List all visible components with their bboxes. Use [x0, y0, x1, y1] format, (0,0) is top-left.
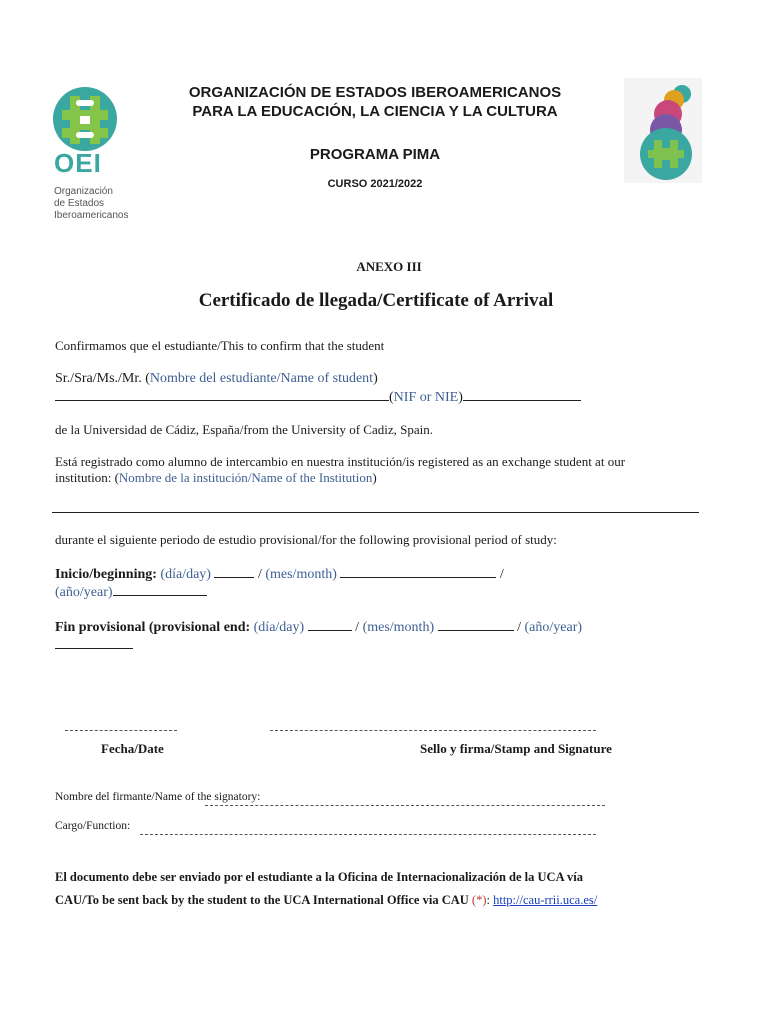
nif-line [55, 388, 581, 406]
registered-line1: Está registrado como alumno de intercambio en nuestra institución/is registered as an exchange student at our [55, 454, 626, 469]
nif-placeholder: NIF or NIE [393, 390, 459, 405]
confirm-text: Confirmamos que el estudiante/This to confirm that the student [55, 338, 385, 353]
registered-suffix: ) [372, 470, 377, 485]
cau-link[interactable]: http://cau-rrii.uca.es/ [493, 893, 598, 907]
end-label: Fin provisional (provisional end: [55, 620, 251, 635]
nif-blank[interactable] [463, 388, 581, 401]
stamp-label: Sello y firma/Stamp and Signature [420, 741, 612, 756]
start-month-placeholder: (mes/month) [265, 567, 337, 582]
start-sep1: / [257, 567, 262, 582]
date-signature-line[interactable] [65, 730, 177, 731]
institution-blank-line[interactable] [52, 512, 699, 513]
program-title: PROGRAMA PIMA [309, 146, 441, 163]
institution-placeholder: Nombre de la institución/Name of the Institution [118, 470, 373, 485]
end-day-blank[interactable] [308, 618, 352, 631]
signer-name-line[interactable] [205, 805, 605, 806]
start-month-blank[interactable] [340, 565, 496, 578]
function-label: Cargo/Function: [55, 820, 131, 832]
footer-colon: : [486, 893, 494, 907]
end-date-line [55, 618, 582, 636]
end-sep1: / [355, 620, 360, 635]
start-year-placeholder: (año/year) [55, 585, 113, 600]
registered-prefix: institution: ( [55, 470, 119, 485]
end-year-placeholder: (año/year) [524, 620, 583, 635]
footer-line2-text: CAU/To be sent back by the student to the UCA International Office via CAU [55, 893, 472, 907]
student-name-placeholder: Nombre del estudiante/Name of student [149, 371, 374, 386]
org-name-line1: ORGANIZACIÓN DE ESTADOS IBEROAMERICANOS [188, 84, 562, 101]
pima-globes-icon [624, 78, 702, 183]
signer-label: Nombre del firmante/Name of the signatory: [55, 791, 261, 803]
footer-line2 [55, 893, 597, 908]
stamp-signature-line[interactable] [270, 730, 596, 731]
footer-line1: El documento debe ser enviado por el estudiante a la Oficina de Internacionalización de la UCA vía [55, 870, 584, 884]
org-name-line2: PARA LA EDUCACIÓN, LA CIENCIA Y LA CULTURA [192, 103, 558, 120]
oei-wordmark: OEI [54, 148, 102, 178]
oei-caption-2: de Estados [54, 198, 105, 209]
student-name-blank[interactable] [55, 388, 389, 401]
start-label: Inicio/beginning: [55, 567, 157, 582]
start-year-blank[interactable] [113, 583, 207, 596]
nif-close: ) [458, 390, 463, 405]
annex-label: ANEXO III [356, 259, 422, 274]
end-day-placeholder: (día/day) [253, 620, 305, 635]
student-prefix: Sr./Sra/Ms./Mr. ( [55, 371, 150, 386]
registered-line2 [55, 470, 377, 486]
period-intro: durante el siguiente periodo de estudio provisional/for the following provisional period of study: [55, 532, 557, 547]
start-date-line [55, 565, 504, 583]
start-sep2: / [499, 567, 504, 582]
start-day-blank[interactable] [214, 565, 254, 578]
end-year-blank[interactable] [55, 648, 133, 649]
student-suffix: ) [373, 371, 378, 386]
end-month-blank[interactable] [438, 618, 514, 631]
pima-logo [624, 78, 702, 183]
course-year: CURSO 2021/2022 [327, 178, 423, 190]
document-title: Certificado de llegada/Certificate of Arrival [198, 290, 554, 311]
start-year-line [55, 583, 207, 601]
oei-caption-3: Iberoamericanos [54, 210, 129, 221]
end-month-placeholder: (mes/month) [362, 620, 435, 635]
start-day-placeholder: (día/day) [160, 567, 211, 582]
student-name-line [55, 371, 378, 387]
footer-asterisk: (*) [471, 893, 487, 907]
oei-emblem-icon [52, 86, 118, 152]
university-text: de la Universidad de Cádiz, España/from the University of Cadiz, Spain. [55, 422, 433, 437]
oei-caption-1: Organización [54, 186, 113, 197]
function-line[interactable] [140, 834, 596, 835]
date-label: Fecha/Date [101, 741, 164, 756]
nif-open: ( [389, 390, 394, 405]
end-sep2: / [517, 620, 521, 635]
oei-logo [50, 82, 129, 227]
